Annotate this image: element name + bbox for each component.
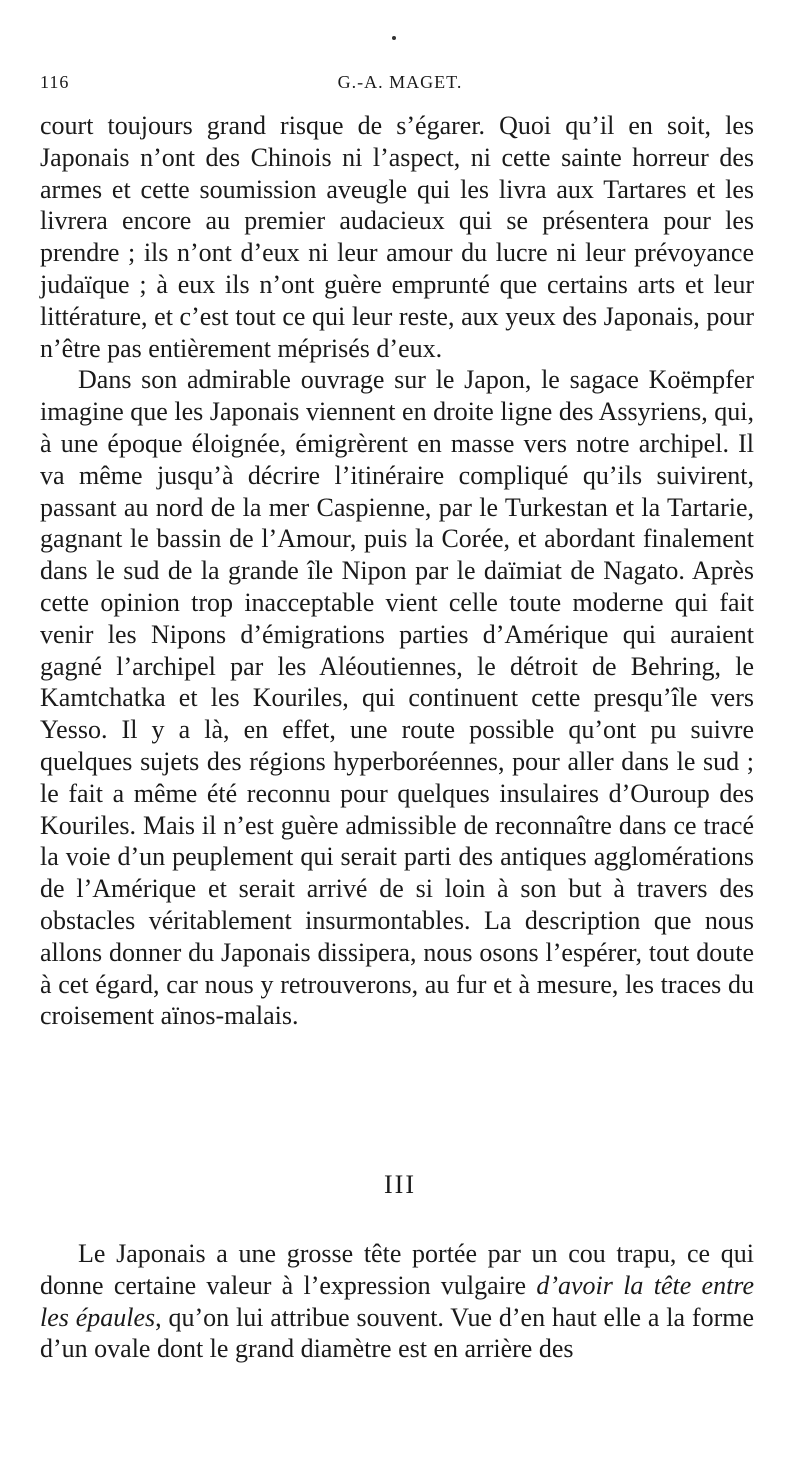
paragraph-3-start: Le Japonais a une grosse tête portée par un cou trapu, ce qui donne certaine valeur à l’expression vulgaire bbox=[40, 1239, 754, 1300]
section-heading: III bbox=[384, 1170, 416, 1199]
paragraph-3 bbox=[40, 1238, 754, 1365]
ink-dot bbox=[392, 36, 396, 40]
main-text bbox=[40, 110, 754, 1032]
paragraph-3-italic: d’avoir la tête entre les épaules bbox=[40, 1270, 754, 1332]
paragraph-2: Dans son admirable ouvrage sur le Japon, le sagace Koëmpfer imagine que les Japonais viennent en droite ligne des Assyriens, qui, à une époque éloignée, émigrèrent en masse vers notre archipel. Il va même jusqu’à décrire l’itinéraire compliqué qu’ils suivirent, passant au nord de la mer Caspienne, par le Turkestan et la Tartarie, gagnant le bassin de l’Amour, puis la Corée, et abordant finalement dans le sud de la grande île Nipon par le daïmiat de Nagato. Après cette opinion trop inacceptable vient celle toute moderne qui fait venir les Nipons d’émigrations parties d’Amérique qui auraient gagné l’archipel par les Aléoutiennes, le détroit de Behring, le Kamtchatka et les Kouriles, qui continuent cette presqu’île vers Yesso. Il y a là, en effet, une route possible qu’ont pu suivre quelques sujets des régions hyperboréennes, pour aller dans le sud ; le fait a même été reconnu pour quelques insulaires d’Ouroup des Kouriles. Mais il n’est guère admissible de reconnaître dans ce tracé la voie d’un peuplement qui serait parti des antiques agglomérations de l’Amérique et serait arrivé de si loin à son but à travers des obstacles véritablement insurmontables. La description que nous allons donner du Japonais dissipera, nous osons l’espérer, tout doute à cet égard, car nous y retrouverons, au fur et à mesure, les traces du croisement aïnos-malais. bbox=[40, 365, 754, 1031]
page-number: 116 bbox=[40, 72, 70, 92]
section-text bbox=[40, 1238, 754, 1365]
paragraph-3-end: , qu’on lui attribue souvent. Vue d’en haut elle a la forme d’un ovale dont le grand diamètre est en arrière des bbox=[40, 1302, 754, 1364]
running-head: G.-A. MAGET. bbox=[337, 72, 463, 92]
page-header bbox=[40, 72, 760, 102]
paragraph-1: court toujours grand risque de s’égarer. Quoi qu’il en soit, les Japonais n’ont des Chinois ni l’aspect, ni cette sainte horreur des armes et cette soumission aveugle qui les livra aux Tartares et les livrera encore au premier audacieux qui se présentera pour les prendre ; ils n’ont d’eux ni leur amour du lucre ni leur prévoyance judaïque ; à eux ils n’ont guère emprunté que certains arts et leur littérature, et c’est tout ce qui leur reste, aux yeux des Japonais, pour n’être pas entièrement méprisés d’eux. bbox=[40, 111, 754, 363]
